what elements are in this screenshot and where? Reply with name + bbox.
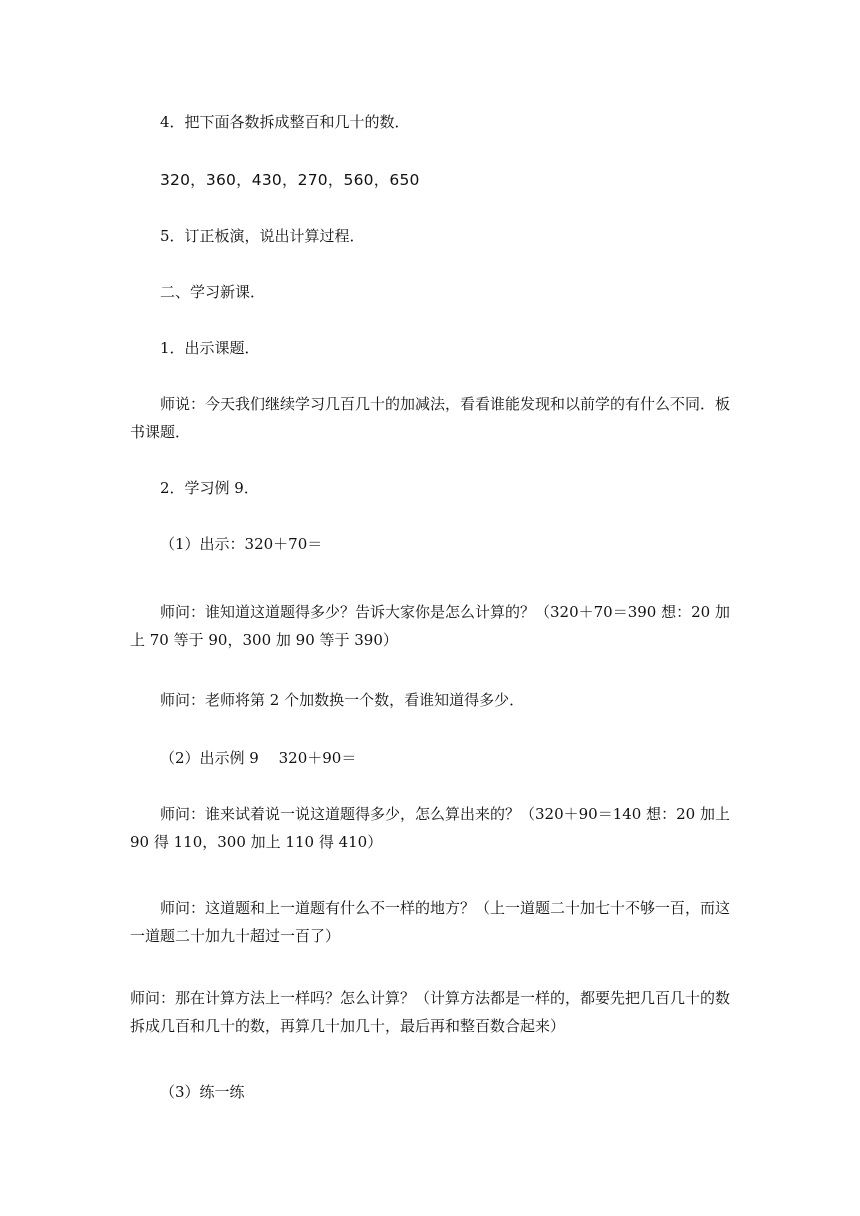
paragraph-teacher-intro: 师说：今天我们继续学习几百几十的加减法，看看谁能发现和以前学的有什么不同．板书课题． xyxy=(130,395,731,441)
paragraph-step-1: （1）出示：320＋70＝ xyxy=(160,535,323,553)
paragraph-number-list: 320，360，430，270，560，650 xyxy=(160,171,420,189)
paragraph-step-3: （3）练一练 xyxy=(160,1083,245,1101)
paragraph-item-5-correction: 5．订正板演，说出计算过程． xyxy=(160,227,365,245)
paragraph-question-4: 师问：这道题和上一道题有什么不一样的地方？（上一道题二十加七十不够一百，而这一道题二十加九十超过一百了） xyxy=(130,899,731,945)
paragraph-question-1: 师问：谁知道这道题得多少？告诉大家你是怎么计算的？（320＋70＝390 想：20 加上 70 等于 90，300 加 90 等于 390） xyxy=(130,603,730,649)
paragraph-question-2: 师问：老师将第 2 个加数换一个数，看谁知道得多少． xyxy=(160,691,525,709)
paragraph-show-topic: 1．出示课题． xyxy=(160,339,260,357)
section-heading-new-lesson: 二、学习新课． xyxy=(160,283,266,301)
paragraph-example-9-heading: 2．学习例 9． xyxy=(160,479,259,497)
paragraph-question-5: 师问：那在计算方法上一样吗？怎么计算？（计算方法都是一样的，都要先把几百几十的数拆成几百和几十的数，再算几十加几十，最后再和整百数合起来） xyxy=(130,989,731,1035)
paragraph-question-3: 师问：谁来试着说一说这道题得多少，怎么算出来的？（320＋90＝140 想：20 加上 90 得 110，300 加上 110 得 410） xyxy=(130,805,730,851)
paragraph-step-2: （2）出示例 9 320＋90＝ xyxy=(160,749,357,767)
paragraph-item-4-instruction: 4．把下面各数拆成整百和几十的数． xyxy=(160,113,410,131)
